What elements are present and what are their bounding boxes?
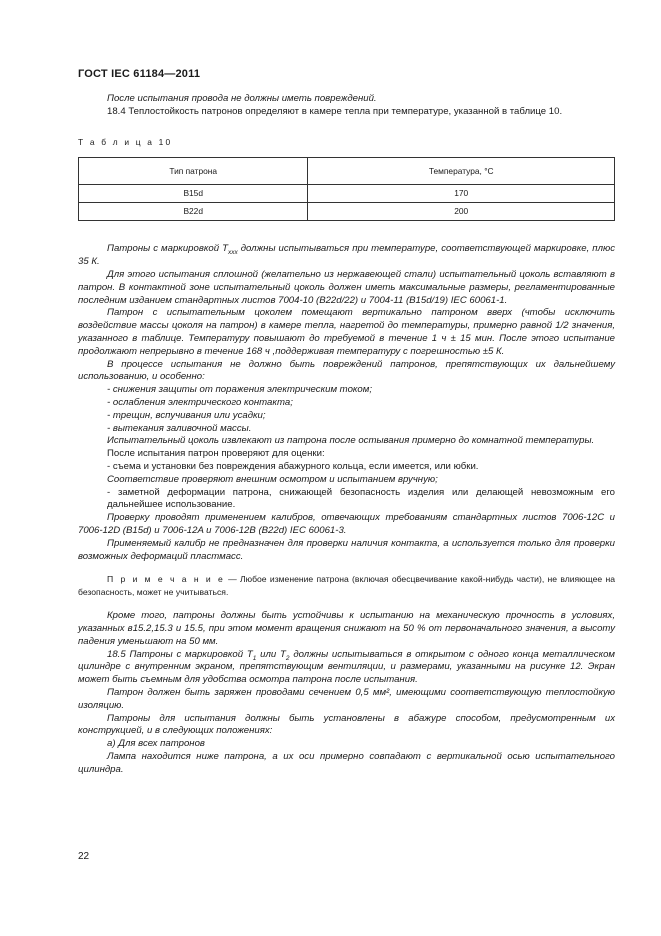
- list-item: - вытекания заливочной массы.: [107, 422, 252, 434]
- paragraph-damage-requirements: В процессе испытания не должно быть повреждений патронов, препятствующих их дальнейшему использованию, и особенно:: [78, 358, 615, 383]
- table-cell: B15d: [79, 185, 308, 203]
- page-number: 22: [78, 851, 90, 862]
- paragraph-cap-removal: Испытательный цоколь извлекают из патрона после остывания примерно до комнатной температуры.: [107, 435, 595, 447]
- paragraph-lamp-below: Лампа находится ниже патрона, а их оси примерно совпадают с вертикальной осью испытательного цилиндра.: [78, 750, 615, 775]
- paragraph-18-5: [78, 649, 615, 687]
- note-text: — Любое изменение патрона (включая обесцвечивание какой-нибудь части), не влияющее на безопасность, может не учитываться.: [78, 574, 615, 597]
- paragraph-test-cap: Для этого испытания сплошной (желательно из нержавеющей стали) испытательный цоколь вставляют в патрон. В контактной зоне испытательный цоколь должен иметь максимальные размеры, регламентированные последним изданием стандартных листов 7004-10 (B22d/22) и 7004-11 (B15d/19) IEC 60061-1.: [78, 268, 615, 306]
- table-row: [79, 203, 615, 221]
- subscript: xxx: [227, 249, 238, 257]
- paragraph-intro-1: После испытания провода не должны иметь повреждений.: [107, 93, 377, 104]
- table-cell: 200: [308, 203, 615, 221]
- paragraph-gauges: Проверку проводят применением калибров, отвечающих требованиям стандартных листов 7006-12C и 7006-12D (B15d) и 7006-12A и 7006-12B (B22d) IEC 60061-3.: [78, 512, 615, 536]
- note: [78, 573, 615, 598]
- paragraph-positions: Патроны для испытания должны быть установлены в абажуре способом, предусмотренным их конструкцией, и в следующих положениях:: [78, 712, 615, 737]
- paragraph-marking-txxx: [78, 243, 615, 269]
- list-item: - трещин, вспучивания или усадки;: [107, 409, 266, 421]
- list-item: - заметной деформации патрона, снижающей безопасность изделия или делающей невозможным его дальнейшее использование.: [107, 486, 615, 511]
- table-cell: B22d: [79, 203, 308, 221]
- text-span: или T: [256, 648, 286, 660]
- paragraph-wiring: Патрон должен быть заряжен проводами сечением 0,5 мм², имеющими соответствующую теплостойкую изоляцию.: [78, 686, 615, 711]
- standard-header: ГОСТ IEC 61184—2011: [78, 68, 201, 80]
- note-label: П р и м е ч а н и е: [107, 574, 225, 585]
- table-row: [79, 185, 615, 203]
- text-span: 18.5 Патроны с маркировкой T: [107, 648, 253, 660]
- paragraph-compliance-check: Соответствие проверяют внешним осмотром и испытанием вручную;: [107, 473, 438, 485]
- paragraph-18-4: 18.4 Теплостойкость патронов определяют в камере тепла при температуре, указанной в таблице 10.: [107, 105, 563, 117]
- text-span: должны испытываться в открытом с одного конца металлическом цилиндре с внутренним экраном, препятствующим вентиляции, и размерами, указанными на рисунке 12. Экран может быть съемным для удобства осмотра патрона после испытания.: [78, 648, 616, 686]
- subscript: 1: [252, 654, 257, 662]
- paragraph-after-test: После испытания патрон проверяют для оценки:: [107, 448, 325, 460]
- table-header-row: [79, 158, 615, 185]
- table-header-cell: Температура, °С: [308, 158, 615, 185]
- list-item: - снижения защиты от поражения электрическим током;: [107, 384, 373, 396]
- subscript: 2: [285, 654, 290, 662]
- table-header-cell: Тип патрона: [79, 158, 308, 185]
- paragraph-all-lampholders: а) Для всех патронов: [107, 738, 205, 750]
- list-item: - ослабления электрического контакта;: [107, 396, 293, 408]
- paragraph-mechanical-strength: Кроме того, патроны должны быть устойчивы к испытанию на механическую прочность в условиях, указанных в15.2,15.3 и 15.5, при этом момент вращения снижают на 50 % от первоначального значения, а высоту падения уменьшают на 50 мм.: [78, 610, 615, 647]
- text-span: должны испытываться при температуре, соответствующей маркировке, плюс 35 К.: [78, 243, 616, 268]
- text-span: Патроны с маркировкой T: [107, 243, 228, 255]
- table-cell: 170: [308, 185, 615, 203]
- list-item: - съема и установки без повреждения абажурного кольца, если имеется, или юбки.: [107, 460, 479, 472]
- temperature-table: [78, 157, 615, 221]
- table-caption: Т а б л и ц а 10: [78, 136, 173, 147]
- document-body: [78, 93, 615, 776]
- paragraph-gauge-purpose: Применяемый калибр не предназначен для проверки наличия контакта, а используется только для проверки возможных деформаций пластмасс.: [78, 537, 615, 562]
- paragraph-heat-chamber: Патрон с испытательным цоколем помещают вертикально патроном вверх (чтобы исключить воздействие массы цоколя на патрон) в камере тепла, нагретой до температуры, примерно равной 1/2 значения, указанного в таблице. Температуру повышают до требуемой в течение 1 ч ± 15 мин. После этого испытание продолжают непрерывно в течение 168 ч ,поддерживая температуру с погрешностью ±5 К.: [78, 307, 615, 357]
